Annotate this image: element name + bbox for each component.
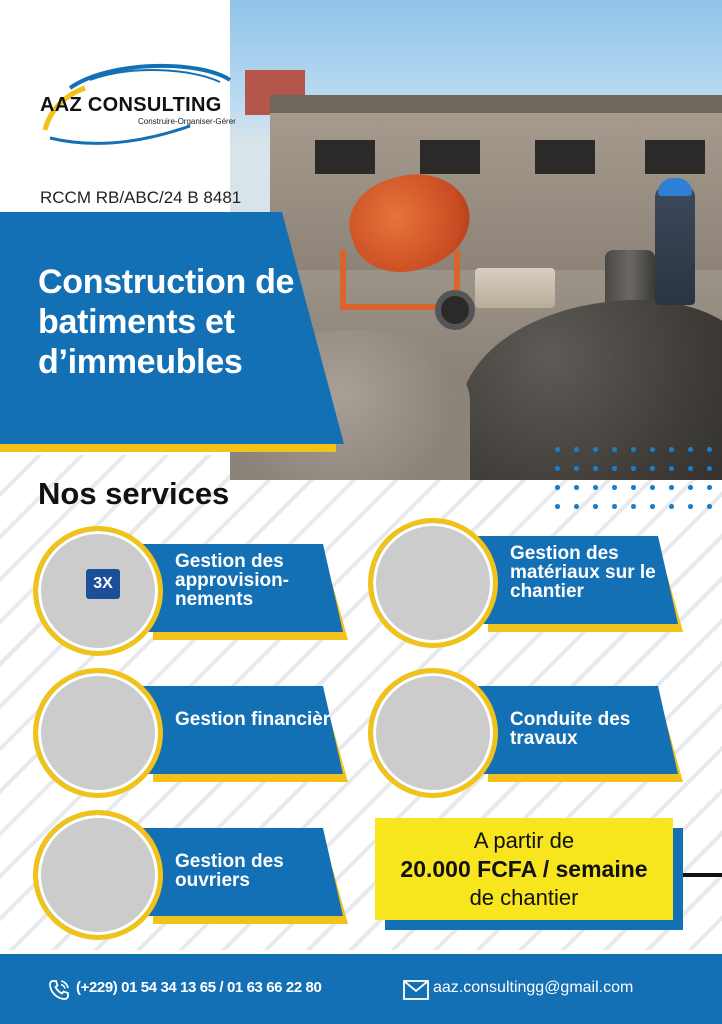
construction-site-image bbox=[368, 668, 498, 798]
service-label: Gestion des approvision-nements bbox=[175, 551, 290, 610]
dot-pattern-bottom bbox=[548, 478, 718, 518]
hero-window bbox=[420, 140, 480, 174]
contact-footer bbox=[0, 954, 722, 1024]
hero-worker-helmet bbox=[658, 178, 692, 196]
service-label: Gestion des matériaux sur le chantier bbox=[510, 543, 656, 602]
hero-worker bbox=[655, 185, 695, 305]
hero-mixer-wheel bbox=[435, 290, 475, 330]
logo-tagline: Construire-Organiser-Gérer bbox=[138, 117, 236, 126]
headline-text: Construction de batiments et d’immeubles bbox=[38, 263, 295, 381]
phone-numbers[interactable]: (+229) 01 54 34 13 65 / 01 63 66 22 80 bbox=[76, 979, 322, 996]
price-line-1: A partir de bbox=[473, 828, 575, 853]
service-card-finance bbox=[33, 668, 353, 798]
price-box bbox=[375, 818, 673, 920]
price-amount: 20.000 FCFA / semaine bbox=[400, 856, 648, 882]
hero-window bbox=[645, 140, 705, 174]
services-title: Nos services bbox=[38, 476, 230, 511]
price-line-3: de chantier bbox=[469, 885, 579, 910]
phone-icon bbox=[47, 978, 71, 1002]
email-address[interactable]: aaz.consultingg@gmail.com bbox=[433, 979, 634, 996]
hero-roofline bbox=[270, 95, 722, 113]
service-card-materials bbox=[368, 518, 688, 648]
service-card-works bbox=[368, 668, 688, 798]
service-label: Conduite des travaux bbox=[510, 709, 631, 749]
hero-window bbox=[315, 140, 375, 174]
hero-cement-bags bbox=[475, 268, 555, 308]
cement-bag-label: 3X bbox=[86, 569, 120, 599]
hero-window bbox=[535, 140, 595, 174]
steel-rebar-image bbox=[368, 518, 498, 648]
money-hands-image bbox=[33, 668, 163, 798]
company-logo bbox=[30, 60, 260, 150]
service-card-supply bbox=[33, 526, 353, 656]
service-label: Gestion financière bbox=[175, 709, 341, 730]
service-card-workers bbox=[33, 810, 353, 940]
price-connector-line bbox=[683, 873, 722, 877]
rccm-number: RCCM RB/ABC/24 B 8481 bbox=[40, 188, 242, 207]
worker-image bbox=[33, 810, 163, 940]
service-label: Gestion des ouvriers bbox=[175, 851, 284, 891]
cement-bags-image bbox=[33, 526, 163, 656]
envelope-icon bbox=[403, 980, 429, 1000]
logo-title: AAZ CONSULTING bbox=[40, 94, 222, 116]
service-blue-bar bbox=[143, 686, 343, 774]
